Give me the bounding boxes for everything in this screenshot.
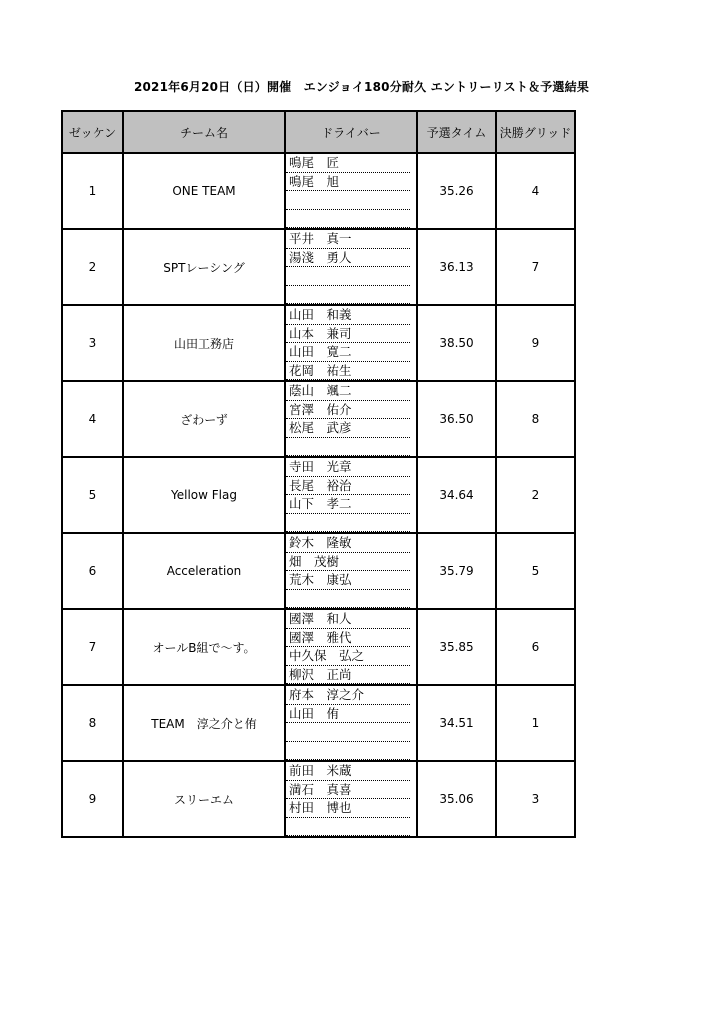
- entry-number: 5: [62, 457, 123, 533]
- final-grid: 7: [496, 229, 575, 305]
- final-grid: 3: [496, 761, 575, 837]
- driver-name: 畑 茂樹: [286, 553, 410, 572]
- driver-name: 山田 寛二: [286, 343, 410, 362]
- table-row: [62, 381, 575, 457]
- driver-name: [286, 723, 410, 742]
- driver-name: 鳴尾 旭: [286, 173, 410, 192]
- entry-number: 6: [62, 533, 123, 609]
- qualifying-time: 36.13: [417, 229, 496, 305]
- final-grid: 2: [496, 457, 575, 533]
- header-team: チーム名: [123, 111, 285, 153]
- qualifying-time: 35.06: [417, 761, 496, 837]
- driver-name: 宮澤 佑介: [286, 401, 410, 420]
- driver-name: 府本 淳之介: [286, 686, 410, 705]
- driver-name: 荒木 康弘: [286, 571, 410, 590]
- driver-name: 前田 米蔵: [286, 762, 410, 781]
- entry-number: 7: [62, 609, 123, 685]
- document-title: 2021年6月20日（日）開催 エンジョイ180分耐久 エントリーリスト＆予選結果: [133, 80, 590, 94]
- header-row: [62, 111, 575, 153]
- entry-number: 1: [62, 153, 123, 229]
- driver-name: [286, 286, 410, 305]
- qualifying-time: 38.50: [417, 305, 496, 381]
- header-final-grid: 決勝グリッド: [496, 111, 575, 153]
- table-row: [62, 609, 575, 685]
- qualifying-time: 35.26: [417, 153, 496, 229]
- entry-table: [61, 110, 576, 838]
- driver-list: [286, 306, 416, 380]
- qualifying-time: 36.50: [417, 381, 496, 457]
- final-grid: 9: [496, 305, 575, 381]
- final-grid: 6: [496, 609, 575, 685]
- qualifying-time: 35.79: [417, 533, 496, 609]
- final-grid: 4: [496, 153, 575, 229]
- team-name: ざわーず: [123, 381, 285, 457]
- driver-name: [286, 818, 410, 837]
- driver-name: [286, 514, 410, 533]
- driver-list: [286, 534, 416, 608]
- entry-number: 4: [62, 381, 123, 457]
- driver-name: 國澤 雅代: [286, 629, 410, 648]
- driver-name: [286, 590, 410, 609]
- driver-list: [286, 230, 416, 304]
- driver-name: 満石 真喜: [286, 781, 410, 800]
- qualifying-time: 35.85: [417, 609, 496, 685]
- driver-name: [286, 438, 410, 457]
- driver-cell: [285, 533, 417, 609]
- driver-name: 平井 真一: [286, 230, 410, 249]
- entry-number: 8: [62, 685, 123, 761]
- table-row: [62, 457, 575, 533]
- team-name: Acceleration: [123, 533, 285, 609]
- driver-name: 鈴木 隆敏: [286, 534, 410, 553]
- final-grid: 1: [496, 685, 575, 761]
- driver-name: 柳沢 正尚: [286, 666, 410, 685]
- driver-cell: [285, 609, 417, 685]
- table-row: [62, 229, 575, 305]
- driver-name: 山田 侑: [286, 705, 410, 724]
- driver-name: 湯淺 勇人: [286, 249, 410, 268]
- driver-name: [286, 191, 410, 210]
- driver-cell: [285, 761, 417, 837]
- driver-list: [286, 610, 416, 684]
- driver-cell: [285, 685, 417, 761]
- table-row: [62, 533, 575, 609]
- table-row: [62, 153, 575, 229]
- driver-cell: [285, 229, 417, 305]
- table-row: [62, 685, 575, 761]
- driver-name: [286, 210, 410, 229]
- driver-name: 山本 兼司: [286, 325, 410, 344]
- driver-cell: [285, 153, 417, 229]
- entry-number: 2: [62, 229, 123, 305]
- final-grid: 8: [496, 381, 575, 457]
- driver-name: 花岡 祐生: [286, 362, 410, 381]
- driver-cell: [285, 457, 417, 533]
- header-qualifying-time: 予選タイム: [417, 111, 496, 153]
- table-row: [62, 761, 575, 837]
- driver-list: [286, 382, 416, 456]
- driver-name: 長尾 裕治: [286, 477, 410, 496]
- driver-name: 鳴尾 匠: [286, 154, 410, 173]
- driver-name: [286, 267, 410, 286]
- team-name: ONE TEAM: [123, 153, 285, 229]
- qualifying-time: 34.64: [417, 457, 496, 533]
- team-name: TEAM 淳之介と侑: [123, 685, 285, 761]
- driver-cell: [285, 305, 417, 381]
- driver-name: 國澤 和人: [286, 610, 410, 629]
- driver-name: 中久保 弘之: [286, 647, 410, 666]
- team-name: スリーエム: [123, 761, 285, 837]
- driver-name: 山下 孝二: [286, 495, 410, 514]
- driver-name: 松尾 武彦: [286, 419, 410, 438]
- header-number: ゼッケン: [62, 111, 123, 153]
- header-driver: ドライバー: [285, 111, 417, 153]
- driver-name: 村田 博也: [286, 799, 410, 818]
- team-name: オールB組で～す。: [123, 609, 285, 685]
- driver-list: [286, 686, 416, 760]
- team-name: Yellow Flag: [123, 457, 285, 533]
- driver-cell: [285, 381, 417, 457]
- driver-name: 蔭山 颯二: [286, 382, 410, 401]
- entry-number: 9: [62, 761, 123, 837]
- team-name: SPTレーシング: [123, 229, 285, 305]
- final-grid: 5: [496, 533, 575, 609]
- driver-list: [286, 762, 416, 836]
- driver-list: [286, 154, 416, 228]
- driver-name: 山田 和義: [286, 306, 410, 325]
- driver-name: [286, 742, 410, 761]
- team-name: 山田工務店: [123, 305, 285, 381]
- driver-list: [286, 458, 416, 532]
- driver-name: 寺田 光章: [286, 458, 410, 477]
- entry-number: 3: [62, 305, 123, 381]
- table-row: [62, 305, 575, 381]
- qualifying-time: 34.51: [417, 685, 496, 761]
